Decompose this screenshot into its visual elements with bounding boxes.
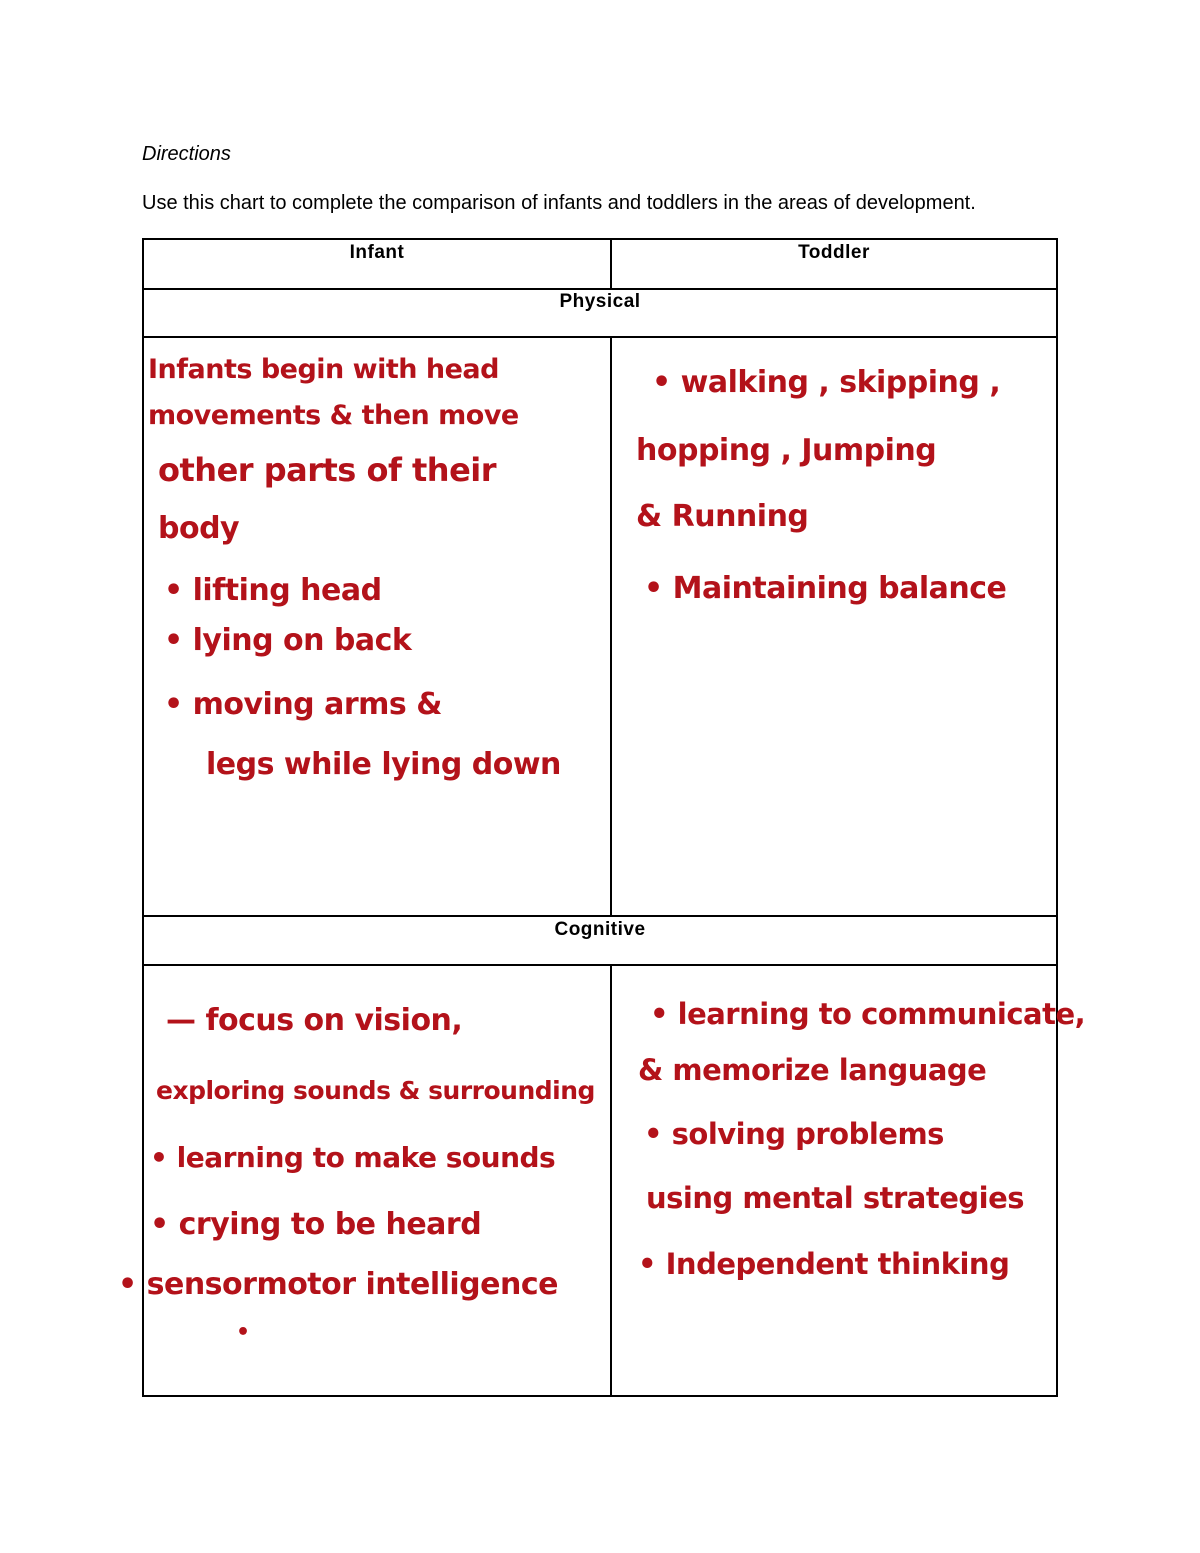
physical-toddler-line: hopping , Jumping bbox=[636, 433, 937, 468]
section-header-physical: Physical bbox=[559, 291, 641, 312]
physical-infant-line: movements & then move bbox=[148, 400, 519, 431]
physical-infant-line: • moving arms & bbox=[164, 687, 442, 722]
cognitive-toddler-line: • learning to communicate, bbox=[650, 997, 1086, 1031]
row-divider bbox=[144, 288, 1056, 290]
cognitive-toddler-line: • solving problems bbox=[644, 1117, 944, 1151]
physical-infant-line: • lying on back bbox=[164, 623, 412, 658]
cognitive-infant-line: • bbox=[236, 1320, 250, 1345]
row-divider bbox=[144, 964, 1056, 966]
column-divider bbox=[610, 964, 612, 1397]
row-divider bbox=[144, 336, 1056, 338]
cognitive-toddler-line: & memorize language bbox=[638, 1053, 987, 1087]
cognitive-infant-line: • learning to make sounds bbox=[150, 1141, 556, 1174]
row-divider bbox=[144, 915, 1056, 917]
column-header-infant: Infant bbox=[349, 242, 405, 263]
cognitive-infant-line: • crying to be heard bbox=[150, 1207, 482, 1242]
comparison-chart bbox=[118, 238, 1086, 1397]
directions-instructions: Use this chart to complete the comparison of infants and toddlers in the areas of development. bbox=[142, 192, 976, 214]
physical-infant-line: Infants begin with head bbox=[148, 354, 499, 385]
cognitive-infant-line: — focus on vision, bbox=[166, 1003, 463, 1038]
cognitive-toddler-line: using mental strategies bbox=[646, 1181, 1025, 1215]
physical-infant-line: legs while lying down bbox=[206, 747, 561, 782]
physical-infant-line: body bbox=[158, 511, 240, 546]
cognitive-toddler-line: • Independent thinking bbox=[638, 1247, 1010, 1281]
cognitive-infant-line: exploring sounds & surrounding bbox=[156, 1076, 595, 1105]
physical-toddler-line: • Maintaining balance bbox=[644, 571, 1007, 606]
section-header-cognitive: Cognitive bbox=[554, 919, 646, 940]
cognitive-infant-line: • sensormotor intelligence bbox=[118, 1267, 558, 1302]
physical-infant-line: other parts of their bbox=[158, 451, 497, 489]
directions-heading: Directions bbox=[142, 143, 231, 165]
physical-toddler-line: & Running bbox=[636, 499, 809, 534]
column-header-toddler: Toddler bbox=[798, 242, 870, 263]
physical-toddler-line: • walking , skipping , bbox=[652, 365, 1001, 400]
column-divider bbox=[610, 336, 612, 915]
physical-infant-line: • lifting head bbox=[164, 573, 382, 608]
